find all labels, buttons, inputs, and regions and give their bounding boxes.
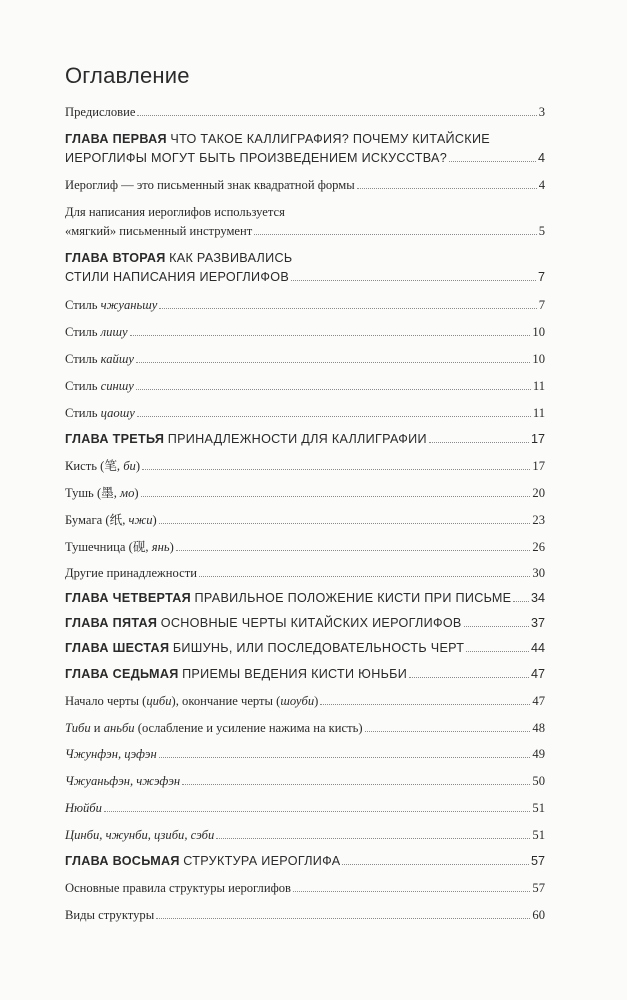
page-number: 11 [532, 379, 545, 393]
leader-dots [320, 704, 530, 705]
entry-title: Цинби, чжунби, цзиби, сэби [65, 828, 215, 842]
leader-dots [216, 838, 530, 839]
toc-entry-chapter-6[interactable] [65, 639, 545, 658]
chapter-label: ГЛАВА ПЯТАЯ [65, 616, 158, 630]
page-number: 50 [532, 774, 545, 788]
chapter-label: ГЛАВА ЧЕТВЕРТАЯ [65, 591, 192, 605]
title-prefix: Кисть (笔, [65, 459, 124, 473]
leader-dots [254, 234, 536, 235]
title-suffix: ) [152, 513, 157, 527]
title-suffix: ) [169, 540, 174, 554]
leader-dots [104, 811, 531, 812]
leader-dots [156, 918, 530, 919]
page-number: 10 [532, 352, 545, 366]
page-number: 37 [530, 616, 545, 630]
toc-entry-section[interactable] [65, 323, 545, 342]
toc-entry-section[interactable] [65, 564, 545, 583]
title-suffix: ) [135, 459, 141, 473]
title-prefix: Стиль [65, 325, 101, 339]
page-number: 26 [532, 540, 545, 554]
toc-entry-section[interactable] [65, 350, 545, 369]
leader-dots [365, 731, 531, 732]
toc-entry-section[interactable] [65, 404, 545, 423]
leader-dots [136, 362, 530, 363]
toc-entry-chapter-7[interactable] [65, 665, 545, 684]
leader-dots [464, 626, 529, 627]
leader-dots [342, 864, 529, 865]
page-number: 30 [532, 566, 545, 580]
title-term: мо [120, 486, 135, 500]
leader-dots [176, 550, 531, 551]
entry-title [65, 323, 128, 342]
title-part: Начало черты ( [65, 694, 147, 708]
page-title: Оглавление [65, 63, 190, 88]
page-number: 5 [538, 224, 545, 238]
entry-title: Предисловие [65, 105, 136, 119]
page-number: 34 [530, 591, 545, 605]
chapter-label: ГЛАВА ТРЕТЬЯ [65, 432, 165, 446]
chapter-title-line-2: СТИЛИ НАПИСАНИЯ ИЕРОГЛИФОВ [65, 270, 290, 284]
chapter-title-line-2: ИЕРОГЛИФЫ МОГУТ БЫТЬ ПРОИЗВЕДЕНИЕМ ИСКУССТВА? [65, 151, 448, 165]
entry-title [65, 511, 157, 530]
page-number: 7 [538, 298, 545, 312]
chapter-label: ГЛАВА СЕДЬМАЯ [65, 667, 179, 681]
entry-title: Виды структуры [65, 908, 155, 922]
entry-title [65, 538, 174, 557]
title-term: лишу [100, 325, 128, 339]
title-term: аньби [103, 721, 135, 735]
entry-title [65, 692, 318, 711]
page-number: 3 [538, 105, 545, 119]
entry-title-line-2: «мягкий» письменный инструмент [65, 224, 253, 238]
leader-dots [409, 677, 529, 678]
leader-dots [137, 416, 531, 417]
title-part: (ослабление и усиление нажима на кисть) [134, 721, 363, 735]
leader-dots [449, 161, 536, 162]
title-term: янь [151, 540, 170, 554]
title-prefix: Тушечница (砚, [65, 540, 152, 554]
title-term: Тиби [65, 721, 91, 735]
page-number: 47 [530, 667, 545, 681]
page-number: 57 [530, 854, 545, 868]
title-term: чжуаньшу [100, 298, 158, 312]
title-prefix: Стиль [65, 352, 101, 366]
title-term: синшу [100, 379, 134, 393]
page-number: 10 [532, 325, 545, 339]
toc-entry-section[interactable] [65, 484, 545, 503]
leader-dots [357, 188, 537, 189]
toc-entry-chapter-2[interactable] [65, 249, 545, 287]
page-number: 17 [530, 432, 545, 446]
chapter-title: ПРИЕМЫ ВЕДЕНИЯ КИСТИ ЮНЬБИ [182, 667, 408, 681]
toc-entry-chapter-4[interactable] [65, 589, 545, 608]
title-prefix: Стиль [65, 379, 101, 393]
entry-title [65, 457, 140, 476]
entry-title: Чжуаньфэн, чжэфэн [65, 774, 181, 788]
toc-entry-section[interactable] [65, 176, 545, 195]
toc-entry-section[interactable] [65, 538, 545, 557]
chapter-label: ГЛАВА ВТОРАЯ [65, 251, 166, 265]
chapter-title: БИШУНЬ, ИЛИ ПОСЛЕДОВАТЕЛЬНОСТЬ ЧЕРТ [172, 641, 465, 655]
entry-title [65, 404, 135, 423]
page-number: 7 [537, 270, 545, 284]
entry-title [65, 719, 363, 738]
toc-entry-section[interactable] [65, 799, 545, 818]
leader-dots [137, 115, 536, 116]
page-number: 4 [537, 151, 545, 165]
entry-title [65, 350, 134, 369]
chapter-label: ГЛАВА ПЕРВАЯ [65, 132, 167, 146]
toc-entry-section[interactable] [65, 906, 545, 925]
entry-title: Чжунфэн, цэфэн [65, 747, 157, 761]
page-number: 20 [532, 486, 545, 500]
leader-dots [182, 784, 530, 785]
chapter-title-line-1: ЧТО ТАКОЕ КАЛЛИГРАФИЯ? ПОЧЕМУ КИТАЙСКИЕ [170, 132, 490, 146]
page-number: 44 [530, 641, 545, 655]
title-part: ) [314, 694, 319, 708]
leader-dots [136, 389, 531, 390]
page-number: 4 [538, 178, 545, 192]
chapter-title: ПРАВИЛЬНОЕ ПОЛОЖЕНИЕ КИСТИ ПРИ ПИСЬМЕ [194, 591, 512, 605]
toc-entry-section[interactable] [65, 719, 545, 738]
title-prefix: Стиль [65, 298, 101, 312]
chapter-title: СТРУКТУРА ИЕРОГЛИФА [183, 854, 341, 868]
title-term: кайшу [100, 352, 134, 366]
chapter-label: ГЛАВА ВОСЬМАЯ [65, 854, 180, 868]
leader-dots [159, 523, 531, 524]
leader-dots [291, 280, 536, 281]
toc-entry-section[interactable] [65, 745, 545, 764]
chapter-label: ГЛАВА ШЕСТАЯ [65, 641, 170, 655]
leader-dots [159, 757, 531, 758]
toc-entry-section[interactable] [65, 879, 545, 898]
title-suffix: ) [134, 486, 139, 500]
leader-dots [199, 576, 530, 577]
title-part: и [90, 721, 104, 735]
toc-entry-section[interactable] [65, 377, 545, 396]
entry-title: Основные правила структуры иероглифов [65, 881, 291, 895]
page-number: 60 [532, 908, 545, 922]
title-term: чжи [128, 513, 153, 527]
toc-entry-section[interactable] [65, 457, 545, 476]
page-number: 47 [532, 694, 545, 708]
toc-entry-section[interactable] [65, 511, 545, 530]
leader-dots [466, 651, 529, 652]
page-number: 17 [532, 459, 545, 473]
chapter-title: ОСНОВНЫЕ ЧЕРТЫ КИТАЙСКИХ ИЕРОГЛИФОВ [160, 616, 462, 630]
title-term: шоуби [280, 694, 315, 708]
toc-entry-preface[interactable] [65, 103, 545, 122]
toc-entry-chapter-3[interactable] [65, 430, 545, 449]
leader-dots [142, 469, 530, 470]
toc-entry-chapter-8[interactable] [65, 852, 545, 871]
page-number: 57 [532, 881, 545, 895]
entry-title: Нюйби [65, 801, 102, 815]
toc-entry-chapter-1[interactable] [65, 130, 545, 168]
title-part: ), окончание черты ( [171, 694, 281, 708]
toc-entry-section[interactable] [65, 692, 545, 711]
entry-title [65, 484, 139, 503]
toc-entry-section[interactable] [65, 296, 545, 315]
toc-entry-section[interactable] [65, 826, 545, 845]
entry-title-line-1: Для написания иероглифов используется [65, 205, 285, 219]
title-prefix: Бумага (纸, [65, 513, 129, 527]
title-prefix: Стиль [65, 406, 101, 420]
leader-dots [513, 601, 529, 602]
page-number: 23 [532, 513, 545, 527]
page-number: 51 [532, 828, 545, 842]
page-number: 49 [532, 747, 545, 761]
entry-title [65, 377, 134, 396]
chapter-title-line-1: КАК РАЗВИВАЛИСЬ [169, 251, 293, 265]
entry-title [65, 296, 157, 315]
entry-title: Другие принадлежности [65, 566, 197, 580]
leader-dots [159, 308, 536, 309]
leader-dots [429, 442, 529, 443]
toc-entry-chapter-5[interactable] [65, 614, 545, 633]
page-number: 48 [532, 721, 545, 735]
title-term: циби [146, 694, 172, 708]
leader-dots [130, 335, 531, 336]
title-prefix: Тушь (墨, [65, 486, 121, 500]
leader-dots [141, 496, 531, 497]
page-number: 11 [532, 406, 545, 420]
title-term: би [123, 459, 136, 473]
page-number: 51 [532, 801, 545, 815]
toc-entry-section[interactable] [65, 772, 545, 791]
entry-title: Иероглиф — это письменный знак квадратной формы [65, 178, 355, 192]
leader-dots [293, 891, 530, 892]
chapter-title: ПРИНАДЛЕЖНОСТИ ДЛЯ КАЛЛИГРАФИИ [167, 432, 427, 446]
title-term: цаошу [100, 406, 135, 420]
toc-entry-section[interactable] [65, 203, 545, 241]
